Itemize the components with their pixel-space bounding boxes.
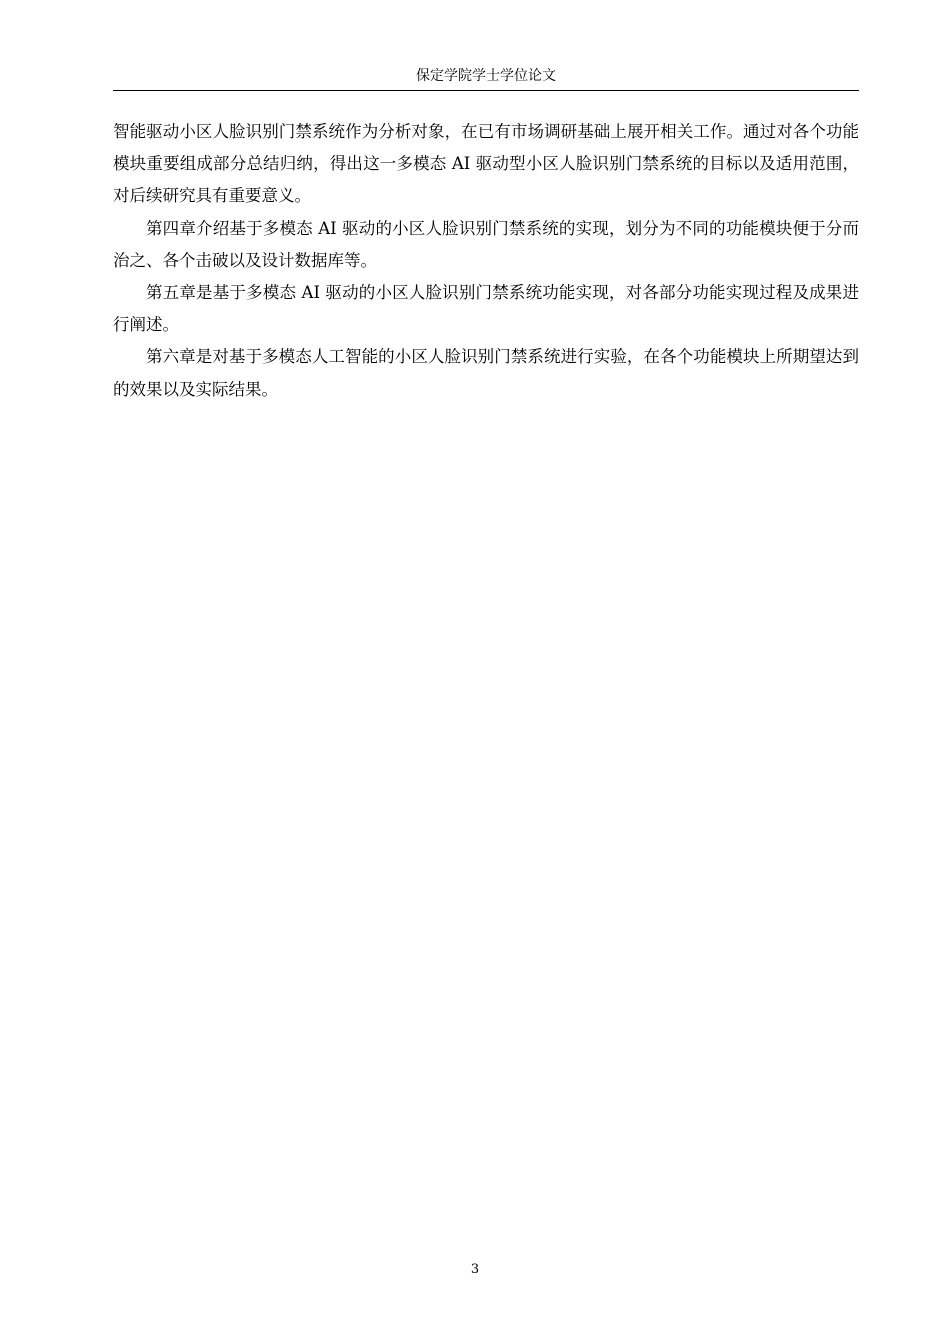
paragraph-chapter-six: 第六章是对基于多模态人工智能的小区人脸识别门禁系统进行实验，在各个功能模块上所期望达到的效果以及实际结果。	[113, 347, 859, 399]
body-text	[113, 116, 859, 406]
thesis-header-title: 保定学院学士学位论文	[416, 68, 556, 84]
paragraph-chapter-four: 第四章介绍基于多模态 AI 驱动的小区人脸识别门禁系统的实现，划分为不同的功能模块便于分而治之、各个击破以及设计数据库等。	[113, 218, 859, 270]
page-number: 3	[470, 1262, 480, 1277]
page-header	[113, 66, 859, 91]
paragraph-continuation: 智能驱动小区人脸识别门禁系统作为分析对象，在已有市场调研基础上展开相关工作。通过对各个功能模块重要组成部分总结归纳，得出这一多模态 AI 驱动型小区人脸识别门禁系统的目标以及适用范围，对后续研究具有重要意义。	[113, 122, 859, 206]
paragraph-chapter-five: 第五章是基于多模态 AI 驱动的小区人脸识别门禁系统功能实现，对各部分功能实现过程及成果进行阐述。	[113, 283, 859, 335]
